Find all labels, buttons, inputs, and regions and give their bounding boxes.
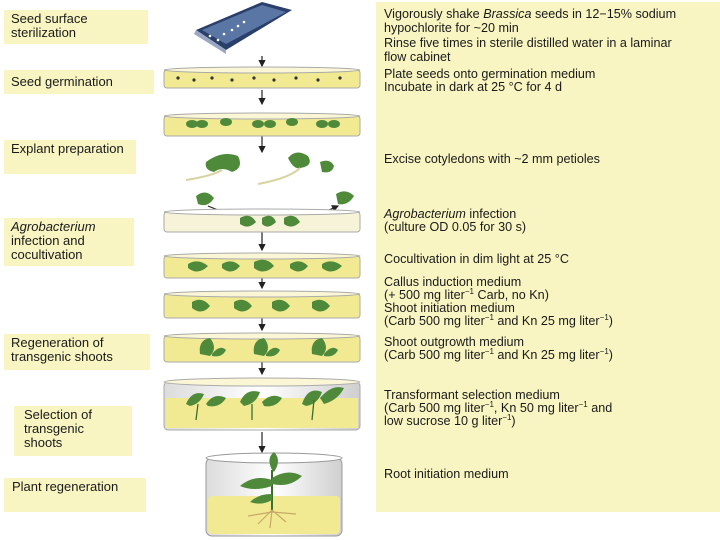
step-rinse: Rinse five times in sterile distilled water in a laminar flow cabinet [384, 36, 672, 64]
stage-label-text: Regeneration of transgenic shoots [11, 335, 113, 364]
cotyledon-icon [196, 191, 354, 205]
step-root-initiation: Root initiation medium [384, 467, 509, 481]
step-sterilize: Vigorously shake Brassica seeds in 12−15% sodium hypochlorite for ~20 min [384, 7, 677, 35]
cocultivation-plate-icon [164, 253, 360, 278]
stage-label-italic: Agrobacterium [11, 219, 96, 234]
stage-label-text: Plant regeneration [12, 479, 119, 494]
infection-plate-icon [164, 209, 360, 232]
step-selection-medium: Transformant selection medium [384, 388, 560, 402]
step-callus: Callus induction medium [384, 275, 522, 289]
callus-plate-icon [164, 291, 360, 318]
seed-bottle-icon [194, 2, 292, 54]
germination-plate-icon [164, 67, 360, 88]
step-incubate: Incubate in dark at 25 °C for 4 d [384, 80, 562, 94]
step-excise: Excise cotyledons with ~2 mm petioles [384, 152, 600, 166]
step-cocultivation: Cocultivation in dim light at 25 °C [384, 252, 569, 266]
seedlings-plate-icon [164, 113, 360, 136]
stage-label-text: Explant preparation [11, 141, 124, 156]
step-shoot-outgrowth-composition: (Carb 500 mg liter$^{-1}$ and Kn 25 mg liter$^{-1}$) [384, 346, 613, 362]
step-shoot-initiation: Shoot initiation medium [384, 301, 515, 315]
stage-label-text: Selection of transgenic shoots [24, 407, 92, 450]
step-selection-sucrose: low sucrose 10 g liter$^{-1}$) [384, 412, 516, 428]
step-plate-seeds: Plate seeds onto germination medium [384, 67, 596, 81]
step-shoot-initiation-composition: (Carb 500 mg liter$^{-1}$ and Kn 25 mg liter$^{-1}$) [384, 312, 613, 328]
stage-label-text: Seed surface sterilization [11, 11, 88, 40]
step-selection-composition: (Carb 500 mg liter$^{-1}$, Kn 50 mg liter$^{-1}$ and [384, 399, 613, 415]
stage-label-text: infection and cocultivation [11, 233, 85, 262]
rooting-jar-icon [206, 452, 342, 536]
step-agro-infection: Agrobacterium infection [384, 207, 517, 221]
step-callus-composition: (+ 500 mg liter$^{-1}$ Carb, no Kn) [384, 286, 549, 302]
stage-label-text: Seed germination [11, 74, 113, 89]
seedling-icon [186, 152, 334, 184]
step-agro-culture: (culture OD 0.05 for 30 s) [384, 220, 527, 234]
step-shoot-outgrowth: Shoot outgrowth medium [384, 335, 525, 349]
shoot-outgrowth-plate-icon [164, 333, 360, 362]
selection-dish-icon [164, 378, 360, 430]
